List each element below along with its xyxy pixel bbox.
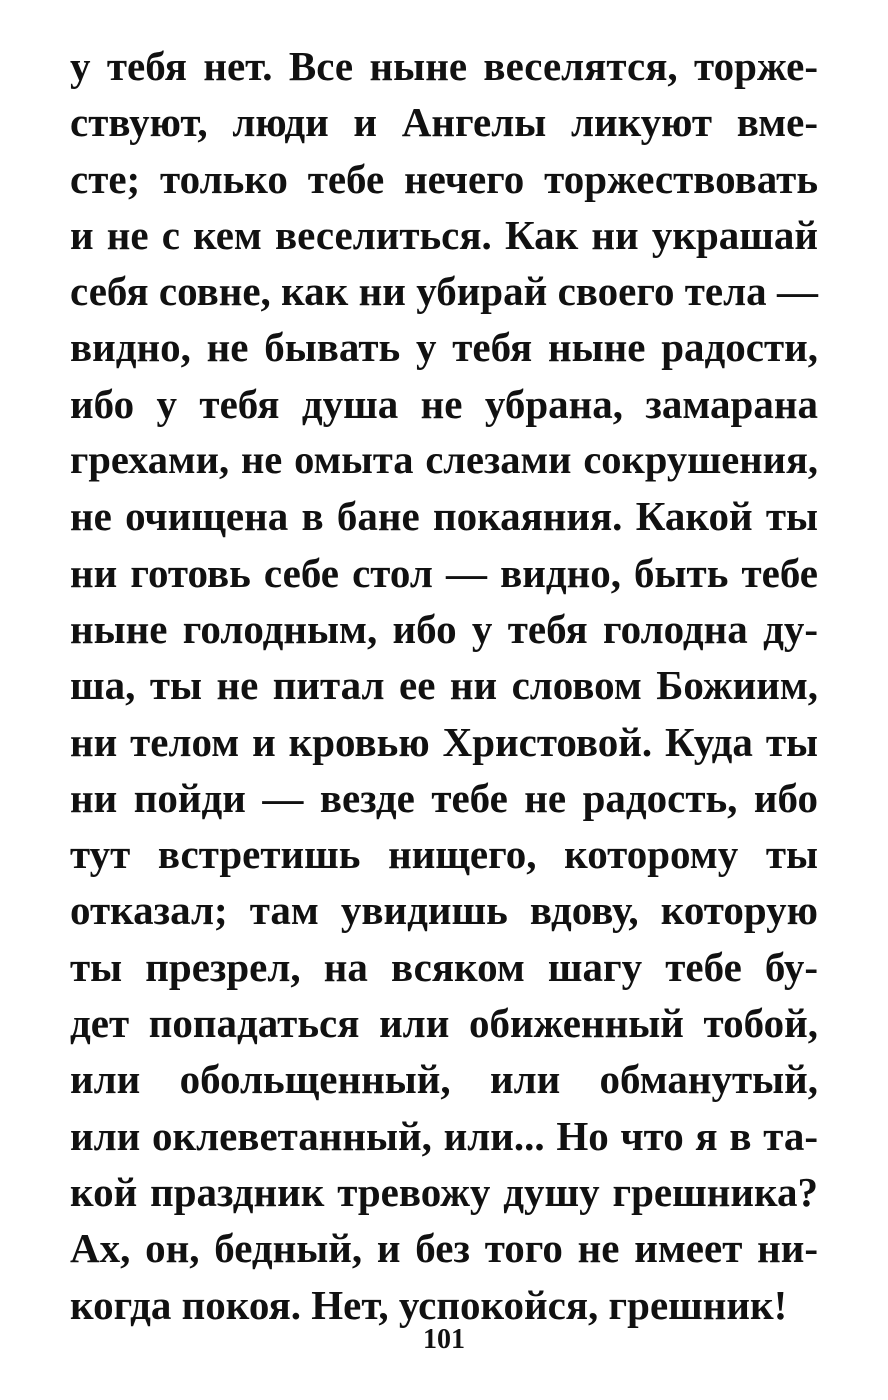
text-line: кой праздник тревожу душу грешника?	[70, 1168, 818, 1215]
text-line: грехами, не омыта слезами сокрушения,	[70, 437, 818, 483]
text-line: не очищена в бане покаяния. Какой ты	[70, 493, 818, 540]
body-text	[70, 38, 818, 1333]
text-line: или обольщенный, или обманутый,	[70, 1056, 818, 1103]
text-line: ни пойди — везде тебе не радость, ибо	[70, 774, 818, 821]
text-line: тут встретишь нищего, которому ты	[70, 831, 818, 878]
text-line: ибо у тебя душа не убрана, замарана	[70, 380, 818, 427]
text-line: ни готовь себе стол — видно, быть тебе	[70, 549, 818, 596]
text-line: видно, не бывать у тебя ныне радости,	[70, 324, 818, 371]
text-line: ша, ты не питал ее ни словом Божиим,	[70, 662, 818, 709]
text-line: себя совне, как ни убирай своего тела —	[70, 268, 818, 315]
text-line: ствуют, люди и Ангелы ликуют вме-	[70, 99, 818, 146]
text-line: дет попадаться или обиженный тобой,	[70, 1000, 818, 1047]
text-line: у тебя нет. Все ныне веселятся, торже-	[70, 43, 818, 89]
text-line: ни телом и кровью Христовой. Куда ты	[70, 718, 818, 765]
text-line: или оклеветанный, или... Но что я в та-	[70, 1112, 818, 1159]
text-line: когда покоя. Нет, успокойся, грешник!	[70, 1281, 788, 1328]
text-line: отказал; там увидишь вдову, которую	[70, 887, 818, 934]
text-line: Ах, он, бедный, и без того не имеет ни-	[70, 1225, 818, 1272]
text-line: ты презрел, на всяком шагу тебе бу-	[70, 943, 818, 990]
text-line: и не с кем веселиться. Как ни украшай	[70, 211, 818, 258]
page-number: 101	[423, 1324, 465, 1355]
text-line: ныне голодным, ибо у тебя голодна ду-	[70, 605, 818, 652]
text-line: сте; только тебе нечего торжествовать	[70, 155, 818, 202]
